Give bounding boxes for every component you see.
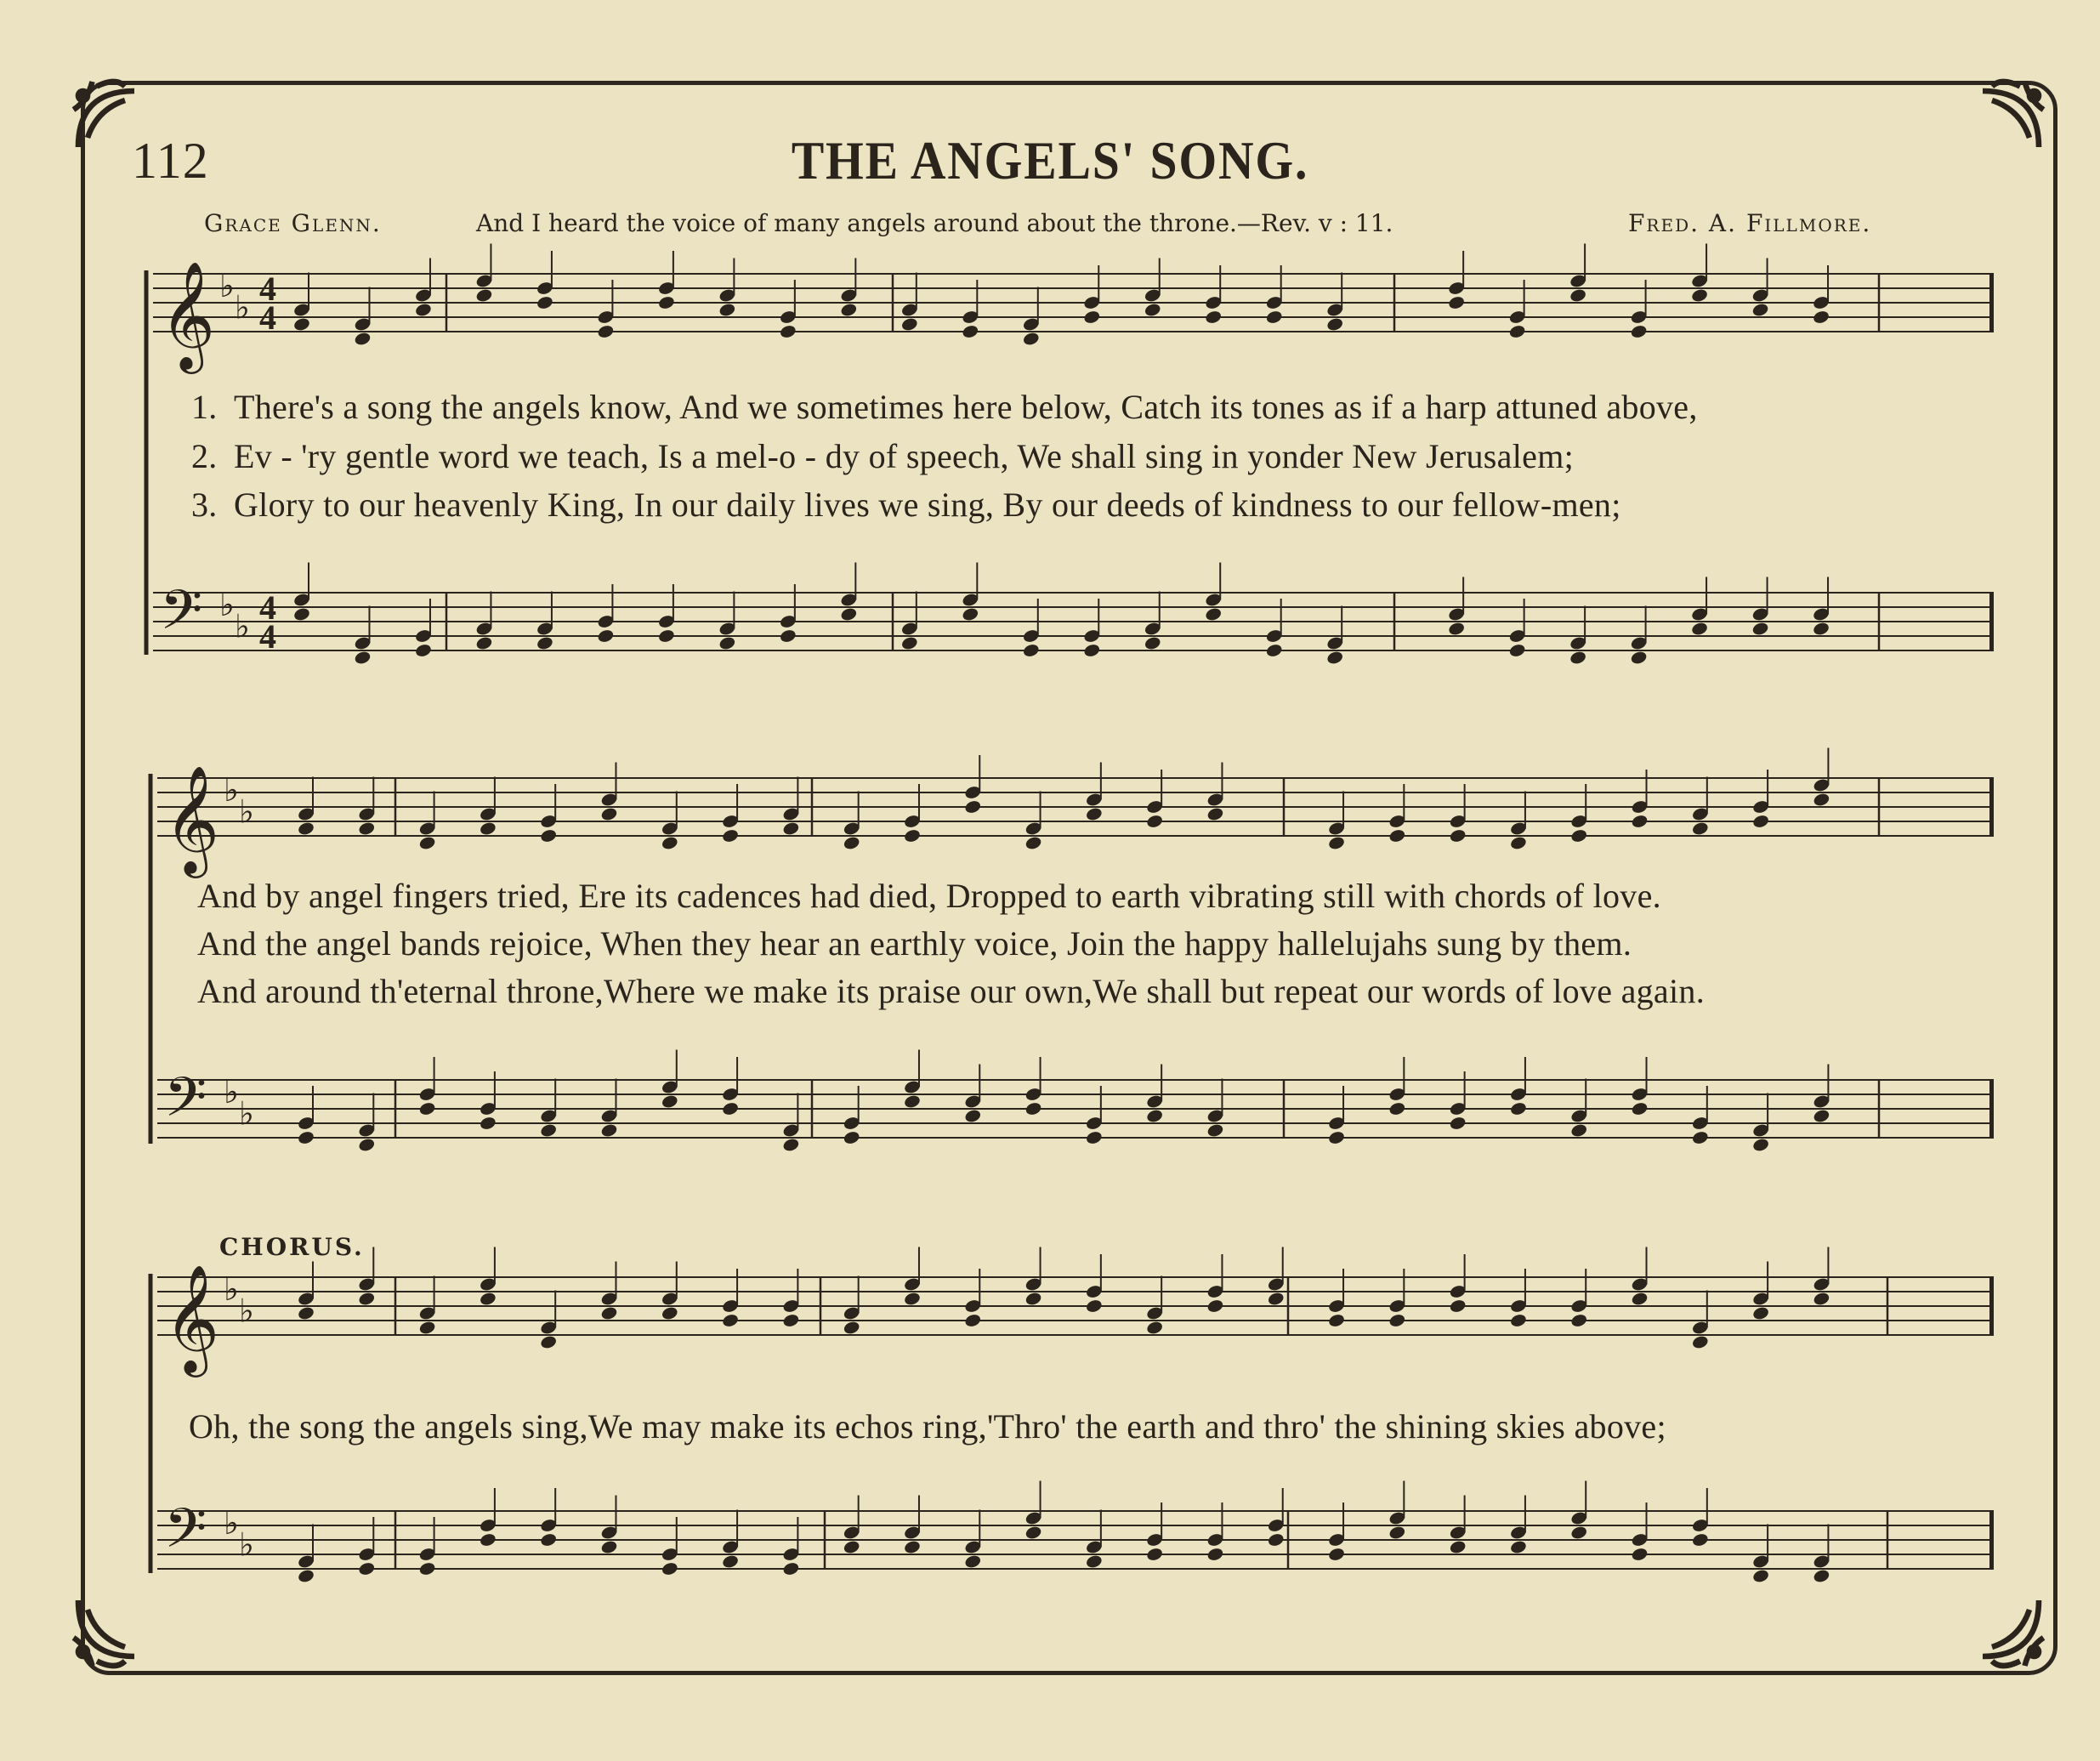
notehead bbox=[1265, 643, 1283, 658]
flat-icon: ♭ bbox=[224, 1073, 239, 1111]
time-signature-digit: 4 bbox=[259, 270, 276, 308]
notehead bbox=[900, 316, 918, 332]
notehead bbox=[661, 1094, 678, 1109]
notehead bbox=[1570, 1525, 1588, 1540]
notehead bbox=[1145, 814, 1163, 829]
notehead bbox=[1509, 1313, 1527, 1328]
notehead bbox=[964, 799, 982, 815]
notehead bbox=[1751, 1137, 1769, 1152]
bass-staff-3 bbox=[157, 1481, 1994, 1584]
flat-icon: ♭ bbox=[224, 771, 239, 809]
notehead bbox=[661, 1561, 678, 1576]
notehead bbox=[843, 1539, 860, 1554]
notehead bbox=[964, 1108, 982, 1123]
notehead bbox=[1205, 606, 1223, 622]
notehead bbox=[1024, 1291, 1042, 1306]
notehead bbox=[903, 1539, 921, 1554]
notehead bbox=[354, 650, 372, 665]
notehead bbox=[1812, 310, 1830, 325]
notehead bbox=[1509, 1101, 1527, 1116]
notehead bbox=[540, 1122, 558, 1138]
flat-icon: ♭ bbox=[235, 288, 250, 327]
notehead bbox=[292, 606, 310, 622]
notehead bbox=[903, 828, 921, 844]
notehead bbox=[1083, 643, 1101, 658]
notehead bbox=[962, 606, 979, 622]
notehead bbox=[418, 1101, 436, 1116]
notehead bbox=[1509, 1539, 1527, 1554]
notehead bbox=[1206, 806, 1224, 821]
notehead bbox=[1022, 331, 1040, 346]
notehead bbox=[1265, 310, 1283, 325]
notehead bbox=[1085, 1130, 1103, 1145]
notehead bbox=[718, 302, 736, 317]
notehead bbox=[782, 821, 800, 836]
notehead bbox=[358, 1291, 376, 1306]
notehead bbox=[1388, 1101, 1406, 1116]
notehead bbox=[782, 1313, 800, 1328]
time-signature-digit: 4 bbox=[259, 588, 276, 627]
treble-clef-icon: 𝄞 bbox=[164, 1264, 220, 1372]
notehead bbox=[1570, 828, 1588, 844]
notehead bbox=[1145, 1320, 1163, 1335]
notehead bbox=[964, 1313, 982, 1328]
notehead bbox=[479, 1532, 497, 1548]
notehead bbox=[1570, 1122, 1588, 1138]
notehead bbox=[843, 1320, 860, 1335]
notehead bbox=[1449, 1539, 1467, 1554]
notehead bbox=[292, 316, 310, 332]
notehead bbox=[358, 1561, 376, 1576]
time-signature-digit: 4 bbox=[259, 617, 276, 656]
notehead bbox=[540, 1532, 558, 1548]
notehead bbox=[1144, 302, 1161, 317]
notehead bbox=[418, 1320, 436, 1335]
notehead bbox=[600, 806, 618, 821]
notehead bbox=[840, 606, 858, 622]
notehead bbox=[1630, 324, 1648, 339]
chorus-line-1: Oh, the song the angels sing,We may make its echos ring,'Thro' the earth and thro' the shining skies above; bbox=[189, 1407, 1666, 1446]
notehead bbox=[597, 324, 615, 339]
scripture-epigraph: And I heard the voice of many angels around about the throne.—Rev. v : 11. bbox=[476, 209, 1393, 237]
notehead bbox=[721, 1313, 739, 1328]
notehead bbox=[1691, 1130, 1709, 1145]
notehead bbox=[418, 1561, 436, 1576]
notehead bbox=[1570, 1313, 1588, 1328]
page-number: 112 bbox=[132, 133, 209, 189]
notehead bbox=[1449, 1298, 1467, 1314]
notehead bbox=[718, 635, 736, 650]
notehead bbox=[903, 1094, 921, 1109]
notehead bbox=[1631, 1101, 1649, 1116]
bass-clef-icon: 𝄢 bbox=[164, 1497, 207, 1574]
notehead bbox=[475, 635, 493, 650]
notehead bbox=[1145, 1108, 1163, 1123]
notehead bbox=[1388, 1525, 1406, 1540]
notehead bbox=[1690, 621, 1708, 636]
notehead bbox=[414, 302, 432, 317]
notehead bbox=[964, 1554, 982, 1569]
notehead bbox=[1508, 324, 1526, 339]
treble-staff-1 bbox=[153, 244, 1994, 375]
notehead bbox=[536, 635, 553, 650]
verse-3-line-1: 3. Glory to our heavenly King, In our daily lives we sing, By our deeds of kindness to our fellow-men; bbox=[191, 486, 1621, 524]
notehead bbox=[1449, 828, 1467, 844]
bass-staff-1 bbox=[153, 563, 1994, 666]
notehead bbox=[782, 1561, 800, 1576]
notehead bbox=[1631, 814, 1649, 829]
notehead bbox=[1024, 835, 1042, 850]
notehead bbox=[1751, 1568, 1769, 1583]
bass-clef-icon: 𝄢 bbox=[164, 1066, 207, 1143]
notehead bbox=[297, 821, 315, 836]
notehead bbox=[900, 635, 918, 650]
flat-icon: ♭ bbox=[219, 267, 235, 304]
notehead bbox=[1327, 835, 1345, 850]
notehead bbox=[1327, 1547, 1345, 1562]
notehead bbox=[1388, 828, 1406, 844]
notehead bbox=[479, 821, 497, 836]
notehead bbox=[1267, 1532, 1285, 1548]
notehead bbox=[843, 835, 860, 850]
notehead bbox=[1812, 621, 1830, 636]
notehead bbox=[1569, 650, 1586, 665]
notehead bbox=[1813, 1291, 1830, 1306]
notehead bbox=[354, 331, 372, 346]
flat-icon: ♭ bbox=[239, 792, 254, 831]
notehead bbox=[1447, 621, 1465, 636]
notehead bbox=[358, 821, 376, 836]
notehead bbox=[1206, 1298, 1224, 1314]
notehead bbox=[1022, 643, 1040, 658]
notehead bbox=[1751, 814, 1769, 829]
flat-icon: ♭ bbox=[239, 1292, 254, 1330]
verse-number: 2. bbox=[191, 437, 218, 475]
flat-icon: ♭ bbox=[224, 1504, 239, 1542]
notehead bbox=[721, 1101, 739, 1116]
notehead bbox=[1326, 650, 1344, 665]
notehead bbox=[1813, 1568, 1830, 1583]
notehead bbox=[600, 1539, 618, 1554]
notehead bbox=[721, 1554, 739, 1569]
bass-staff-2 bbox=[157, 1050, 1994, 1153]
notehead bbox=[297, 1568, 315, 1583]
notehead bbox=[540, 1334, 558, 1349]
notehead bbox=[782, 1137, 800, 1152]
notehead bbox=[779, 324, 797, 339]
notehead bbox=[661, 1305, 678, 1321]
notehead bbox=[1569, 287, 1586, 303]
notehead bbox=[600, 1122, 618, 1138]
notehead bbox=[1751, 1305, 1769, 1321]
notehead bbox=[479, 1291, 497, 1306]
composer-credit: Fred. A. Fillmore. bbox=[1628, 209, 1872, 237]
notehead bbox=[1206, 1547, 1224, 1562]
notehead bbox=[1508, 643, 1526, 658]
author-credit: Grace Glenn. bbox=[204, 209, 382, 237]
notehead bbox=[479, 1116, 497, 1131]
verse-1-line-2: And by angel fingers tried, Ere its cadences had died, Dropped to earth vibrating still with chords of love. bbox=[197, 877, 1661, 915]
notehead bbox=[1449, 1116, 1467, 1131]
notehead bbox=[840, 302, 858, 317]
treble-clef-icon: 𝄞 bbox=[164, 764, 220, 873]
verse-number: 1. bbox=[191, 388, 218, 426]
verse-1-line-1: 1. There's a song the angels know, And we sometimes here below, Catch its tones as if a harp attuned above, bbox=[191, 388, 1698, 426]
notehead bbox=[1206, 1122, 1224, 1138]
verse-number: 3. bbox=[191, 486, 218, 524]
notehead bbox=[1813, 1108, 1830, 1123]
notehead bbox=[600, 1305, 618, 1321]
notehead bbox=[779, 628, 797, 644]
notehead bbox=[1509, 835, 1527, 850]
notehead bbox=[1024, 1101, 1042, 1116]
treble-clef-icon: 𝄞 bbox=[160, 260, 216, 369]
flat-icon: ♭ bbox=[239, 1525, 254, 1564]
notehead bbox=[661, 835, 678, 850]
notehead bbox=[414, 643, 432, 658]
notehead bbox=[1085, 1298, 1103, 1314]
notehead bbox=[1327, 1313, 1345, 1328]
notehead bbox=[1326, 316, 1344, 332]
notehead bbox=[1144, 635, 1161, 650]
notehead bbox=[1024, 1525, 1042, 1540]
notehead bbox=[721, 828, 739, 844]
notehead bbox=[297, 1305, 315, 1321]
notehead bbox=[1085, 806, 1103, 821]
notehead bbox=[475, 287, 493, 303]
notehead bbox=[358, 1137, 376, 1152]
notehead bbox=[1327, 1130, 1345, 1145]
notehead bbox=[1447, 295, 1465, 310]
notehead bbox=[1691, 821, 1709, 836]
notehead bbox=[1267, 1291, 1285, 1306]
notehead bbox=[536, 295, 553, 310]
notehead bbox=[1205, 310, 1223, 325]
notehead bbox=[1388, 1313, 1406, 1328]
notehead bbox=[1751, 302, 1769, 317]
notehead bbox=[962, 324, 979, 339]
notehead bbox=[1631, 1291, 1649, 1306]
verse-2-line-1: 2. Ev - 'ry gentle word we teach, Is a mel-o - dy of speech, We shall sing in yonder New Jerusalem; bbox=[191, 437, 1575, 475]
flat-icon: ♭ bbox=[224, 1270, 239, 1308]
notehead bbox=[843, 1130, 860, 1145]
notehead bbox=[1145, 1547, 1163, 1562]
flat-icon: ♭ bbox=[239, 1094, 254, 1133]
verse-3-line-2: And around th'eternal throne,Where we make its praise our own,We shall but repeat our words of love again. bbox=[197, 972, 1705, 1010]
notehead bbox=[1083, 310, 1101, 325]
notehead bbox=[1813, 792, 1830, 807]
notehead bbox=[418, 835, 436, 850]
notehead bbox=[903, 1291, 921, 1306]
time-signature-digit: 4 bbox=[259, 298, 276, 337]
notehead bbox=[1690, 287, 1708, 303]
notehead bbox=[657, 628, 675, 644]
treble-staff-2 bbox=[157, 748, 1994, 879]
verse-2-line-2: And the angel bands rejoice, When they hear an earthly voice, Join the happy hallelujahs sung by them. bbox=[197, 924, 1632, 963]
bass-clef-icon: 𝄢 bbox=[160, 579, 203, 656]
notehead bbox=[1631, 1547, 1649, 1562]
notehead bbox=[297, 1130, 315, 1145]
notehead bbox=[1751, 621, 1769, 636]
notehead bbox=[1085, 1554, 1103, 1569]
notehead bbox=[657, 295, 675, 310]
notehead bbox=[1630, 650, 1648, 665]
notehead bbox=[597, 628, 615, 644]
chorus-label: CHORUS. bbox=[219, 1233, 365, 1261]
notehead bbox=[540, 828, 558, 844]
flat-icon: ♭ bbox=[219, 586, 235, 623]
treble-staff-3 bbox=[157, 1247, 1994, 1378]
notehead bbox=[1691, 1334, 1709, 1349]
notehead bbox=[1691, 1532, 1709, 1548]
page-title: THE ANGELS' SONG. bbox=[791, 130, 1309, 190]
flat-icon: ♭ bbox=[235, 607, 250, 645]
